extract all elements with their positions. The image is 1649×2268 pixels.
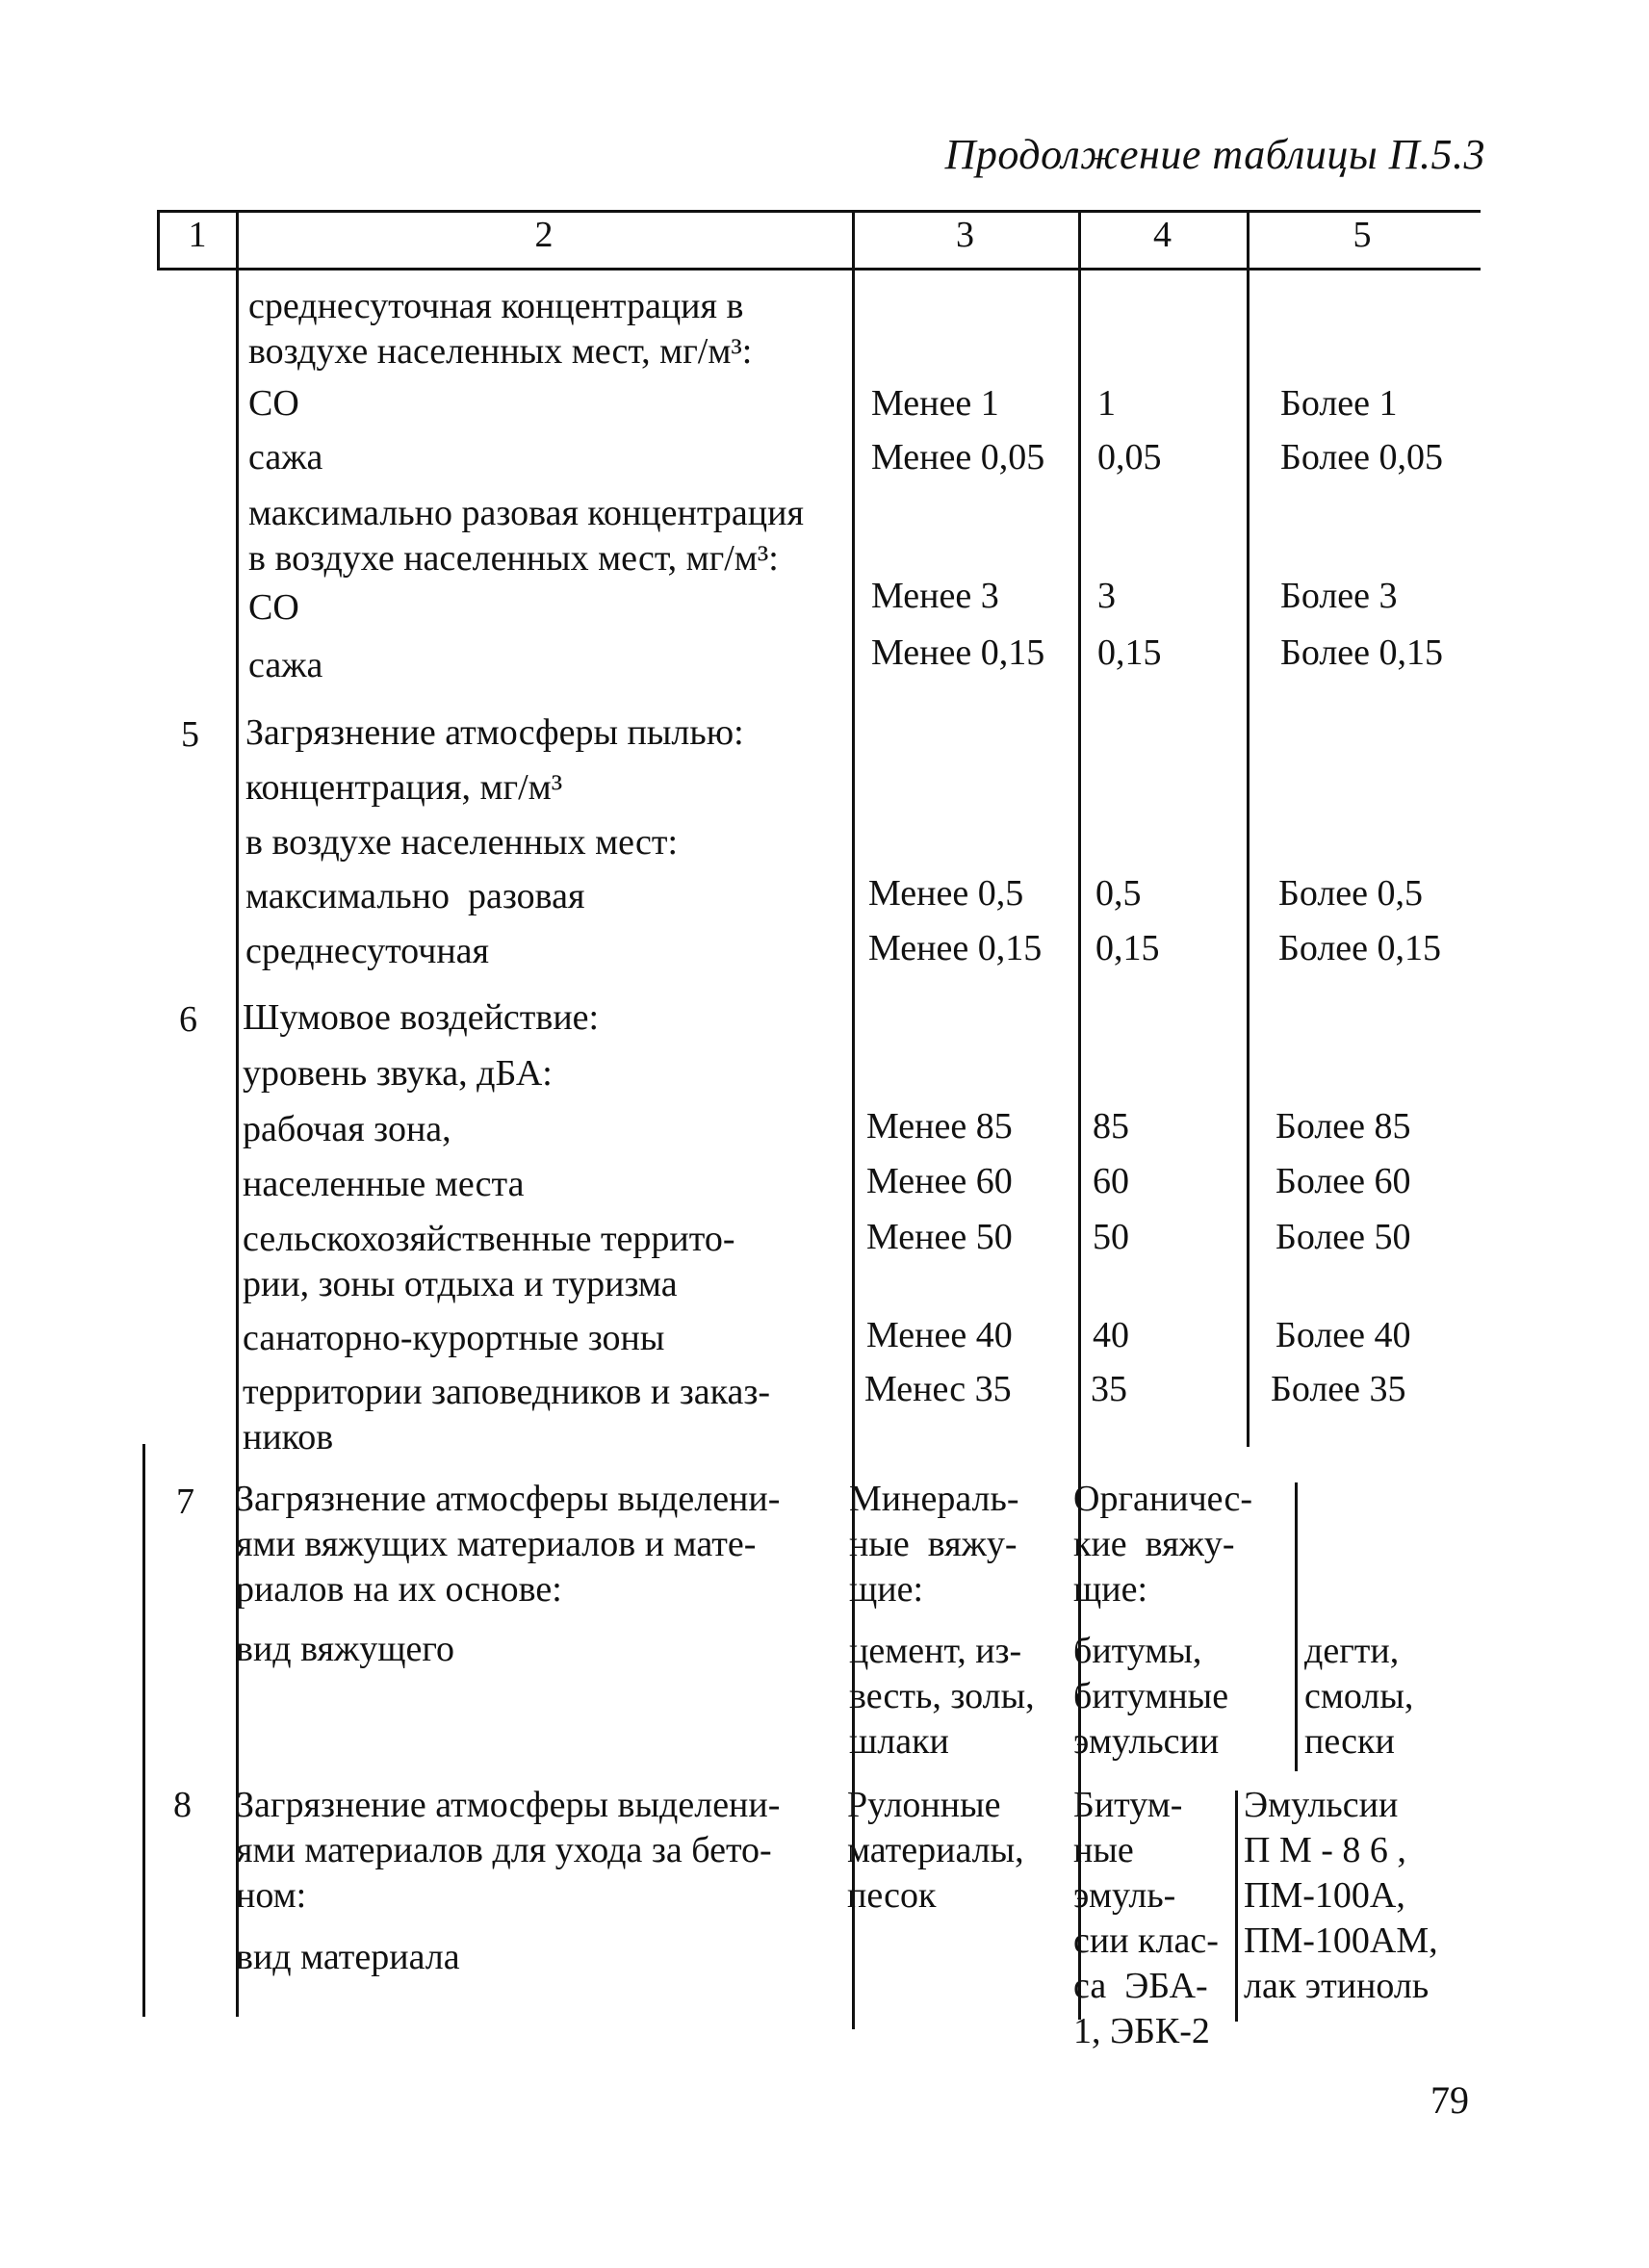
row5-daily-c5: Более 0,15 — [1278, 928, 1442, 968]
table-top-border — [157, 210, 1481, 213]
row8-c5: Эмульсии П М - 8 6 , ПМ-100А, ПМ-100АМ, лак этиноль — [1244, 1785, 1438, 2006]
block-top2-row-soot-name: сажа — [248, 645, 323, 685]
header-bottom-border — [157, 268, 1481, 271]
block-top2-row-soot-c3: Менее 0,15 — [871, 632, 1045, 673]
row7-c5: дегти, смолы, пески — [1304, 1631, 1414, 1762]
row8-sub: вид материала — [236, 1937, 460, 1977]
block-top2-row-co-c5: Более 3 — [1280, 576, 1398, 616]
col5-left-border — [1247, 210, 1250, 1447]
col1-left-border — [157, 210, 160, 268]
page-number: 79 — [1430, 2078, 1469, 2122]
block-top-row-co-c5: Более 1 — [1280, 383, 1398, 424]
row5-daily-c4: 0,15 — [1095, 928, 1160, 968]
row6-resort-c3: Менее 40 — [866, 1315, 1013, 1355]
block-top-row-co-c3: Менее 1 — [871, 383, 999, 424]
block-top-row-soot-c5: Более 0,05 — [1280, 437, 1444, 477]
row6-settle-c4: 60 — [1093, 1161, 1129, 1201]
block-top-title: среднесуточная концентрация в воздухе населенных мест, мг/м³: — [248, 286, 753, 372]
row8-c3: Рулонные материалы, песок — [847, 1785, 1024, 1916]
block-top2-row-soot-c4: 0,15 — [1097, 632, 1162, 673]
header-col-4: 4 — [1153, 215, 1172, 255]
row5-line-3: в воздухе населенных мест: — [245, 822, 679, 863]
row5-line-2: концентрация, мг/м³ — [245, 767, 563, 808]
block-top2-row-soot-c5: Более 0,15 — [1280, 632, 1444, 673]
row6-work-c3: Менее 85 — [866, 1106, 1013, 1147]
header-col-5: 5 — [1353, 215, 1372, 255]
row8-title: Загрязнение атмосферы выделени- ями материалов для ухода за бето- ном: — [236, 1785, 781, 1916]
row7-c4: битумы, битумные эмульсии — [1073, 1631, 1229, 1762]
col5-left-border-r7 — [1295, 1482, 1298, 1771]
block-top-row-soot-c3: Менее 0,05 — [871, 437, 1045, 477]
block-top-row-soot-name: сажа — [248, 437, 323, 477]
row6-resort-name: санаторно-курортные зоны — [243, 1318, 665, 1358]
col1-left-border-body — [142, 1444, 145, 2017]
row6-reserve-c5: Более 35 — [1271, 1369, 1406, 1409]
row6-number: 6 — [179, 999, 197, 1040]
row6-resort-c5: Более 40 — [1275, 1315, 1411, 1355]
row6-work-c5: Более 85 — [1275, 1106, 1411, 1147]
row7-title: Загрязнение атмосферы выделени- ями вяжущих материалов и мате- риалов на их основе: — [236, 1479, 781, 1610]
row5-daily-c3: Менее 0,15 — [868, 928, 1043, 968]
row5-line-1: Загрязнение атмосферы пылью: — [245, 712, 744, 753]
table-caption: Продолжение таблицы П.5.3 — [944, 131, 1485, 178]
row6-settle-c5: Более 60 — [1275, 1161, 1411, 1201]
header-col-2: 2 — [534, 215, 554, 255]
row6-settle-name: населенные места — [243, 1164, 525, 1204]
block-top-row-soot-c4: 0,05 — [1097, 437, 1162, 477]
row6-line-1: Шумовое воздействие: — [243, 997, 600, 1038]
block-top2-row-co-c3: Менее 3 — [871, 576, 999, 616]
row5-max-c5: Более 0,5 — [1278, 873, 1424, 914]
row6-reserve-c3: Менес 35 — [864, 1369, 1012, 1409]
row6-reserve-name: территории заповедников и заказ- ников — [243, 1372, 770, 1457]
row7-sub: вид вяжущего — [236, 1629, 455, 1669]
row7-number: 7 — [176, 1482, 194, 1522]
row6-work-c4: 85 — [1093, 1106, 1129, 1147]
row5-max-name: максимально разовая — [245, 876, 585, 916]
row5-max-c4: 0,5 — [1095, 873, 1142, 914]
row6-agri-c5: Более 50 — [1275, 1217, 1411, 1257]
row5-daily-name: среднесуточная — [245, 931, 489, 971]
row8-number: 8 — [173, 1785, 192, 1825]
row7-c4-head: Органичес- кие вяжу- щие: — [1073, 1479, 1253, 1610]
row7-c3: цемент, из- весть, золы, шлаки — [849, 1631, 1035, 1762]
row6-agri-c3: Менее 50 — [866, 1217, 1013, 1257]
col5-left-border-r8 — [1235, 1791, 1238, 2022]
row6-settle-c3: Менее 60 — [866, 1161, 1013, 1201]
row6-work-name: рабочая зона, — [243, 1109, 451, 1149]
row8-c4: Битум- ные эмуль- сии клас- са ЭБА- 1, ЭБК-2 — [1073, 1785, 1219, 2051]
header-col-3: 3 — [956, 215, 974, 255]
block-top2-row-co-c4: 3 — [1097, 576, 1116, 616]
row5-number: 5 — [181, 714, 199, 755]
row6-agri-name: сельскохозяйственные террито- рии, зоны отдыха и туризма — [243, 1219, 735, 1304]
block-top2-row-co-name: СО — [248, 587, 299, 628]
row6-agri-c4: 50 — [1093, 1217, 1129, 1257]
col2-left-border — [236, 210, 239, 2017]
row5-max-c3: Менее 0,5 — [868, 873, 1024, 914]
header-col-1: 1 — [188, 215, 207, 255]
block-top-row-co-name: СО — [248, 383, 299, 424]
row7-c3-head: Минераль- ные вяжу- щие: — [849, 1479, 1019, 1610]
block-top-row-co-c4: 1 — [1097, 383, 1116, 424]
block-top-title2: максимально разовая концентрация в воздухе населенных мест, мг/м³: — [248, 493, 804, 579]
row6-reserve-c4: 35 — [1091, 1369, 1127, 1409]
row6-line-2: уровень звука, дБА: — [243, 1053, 553, 1094]
row6-resort-c4: 40 — [1093, 1315, 1129, 1355]
